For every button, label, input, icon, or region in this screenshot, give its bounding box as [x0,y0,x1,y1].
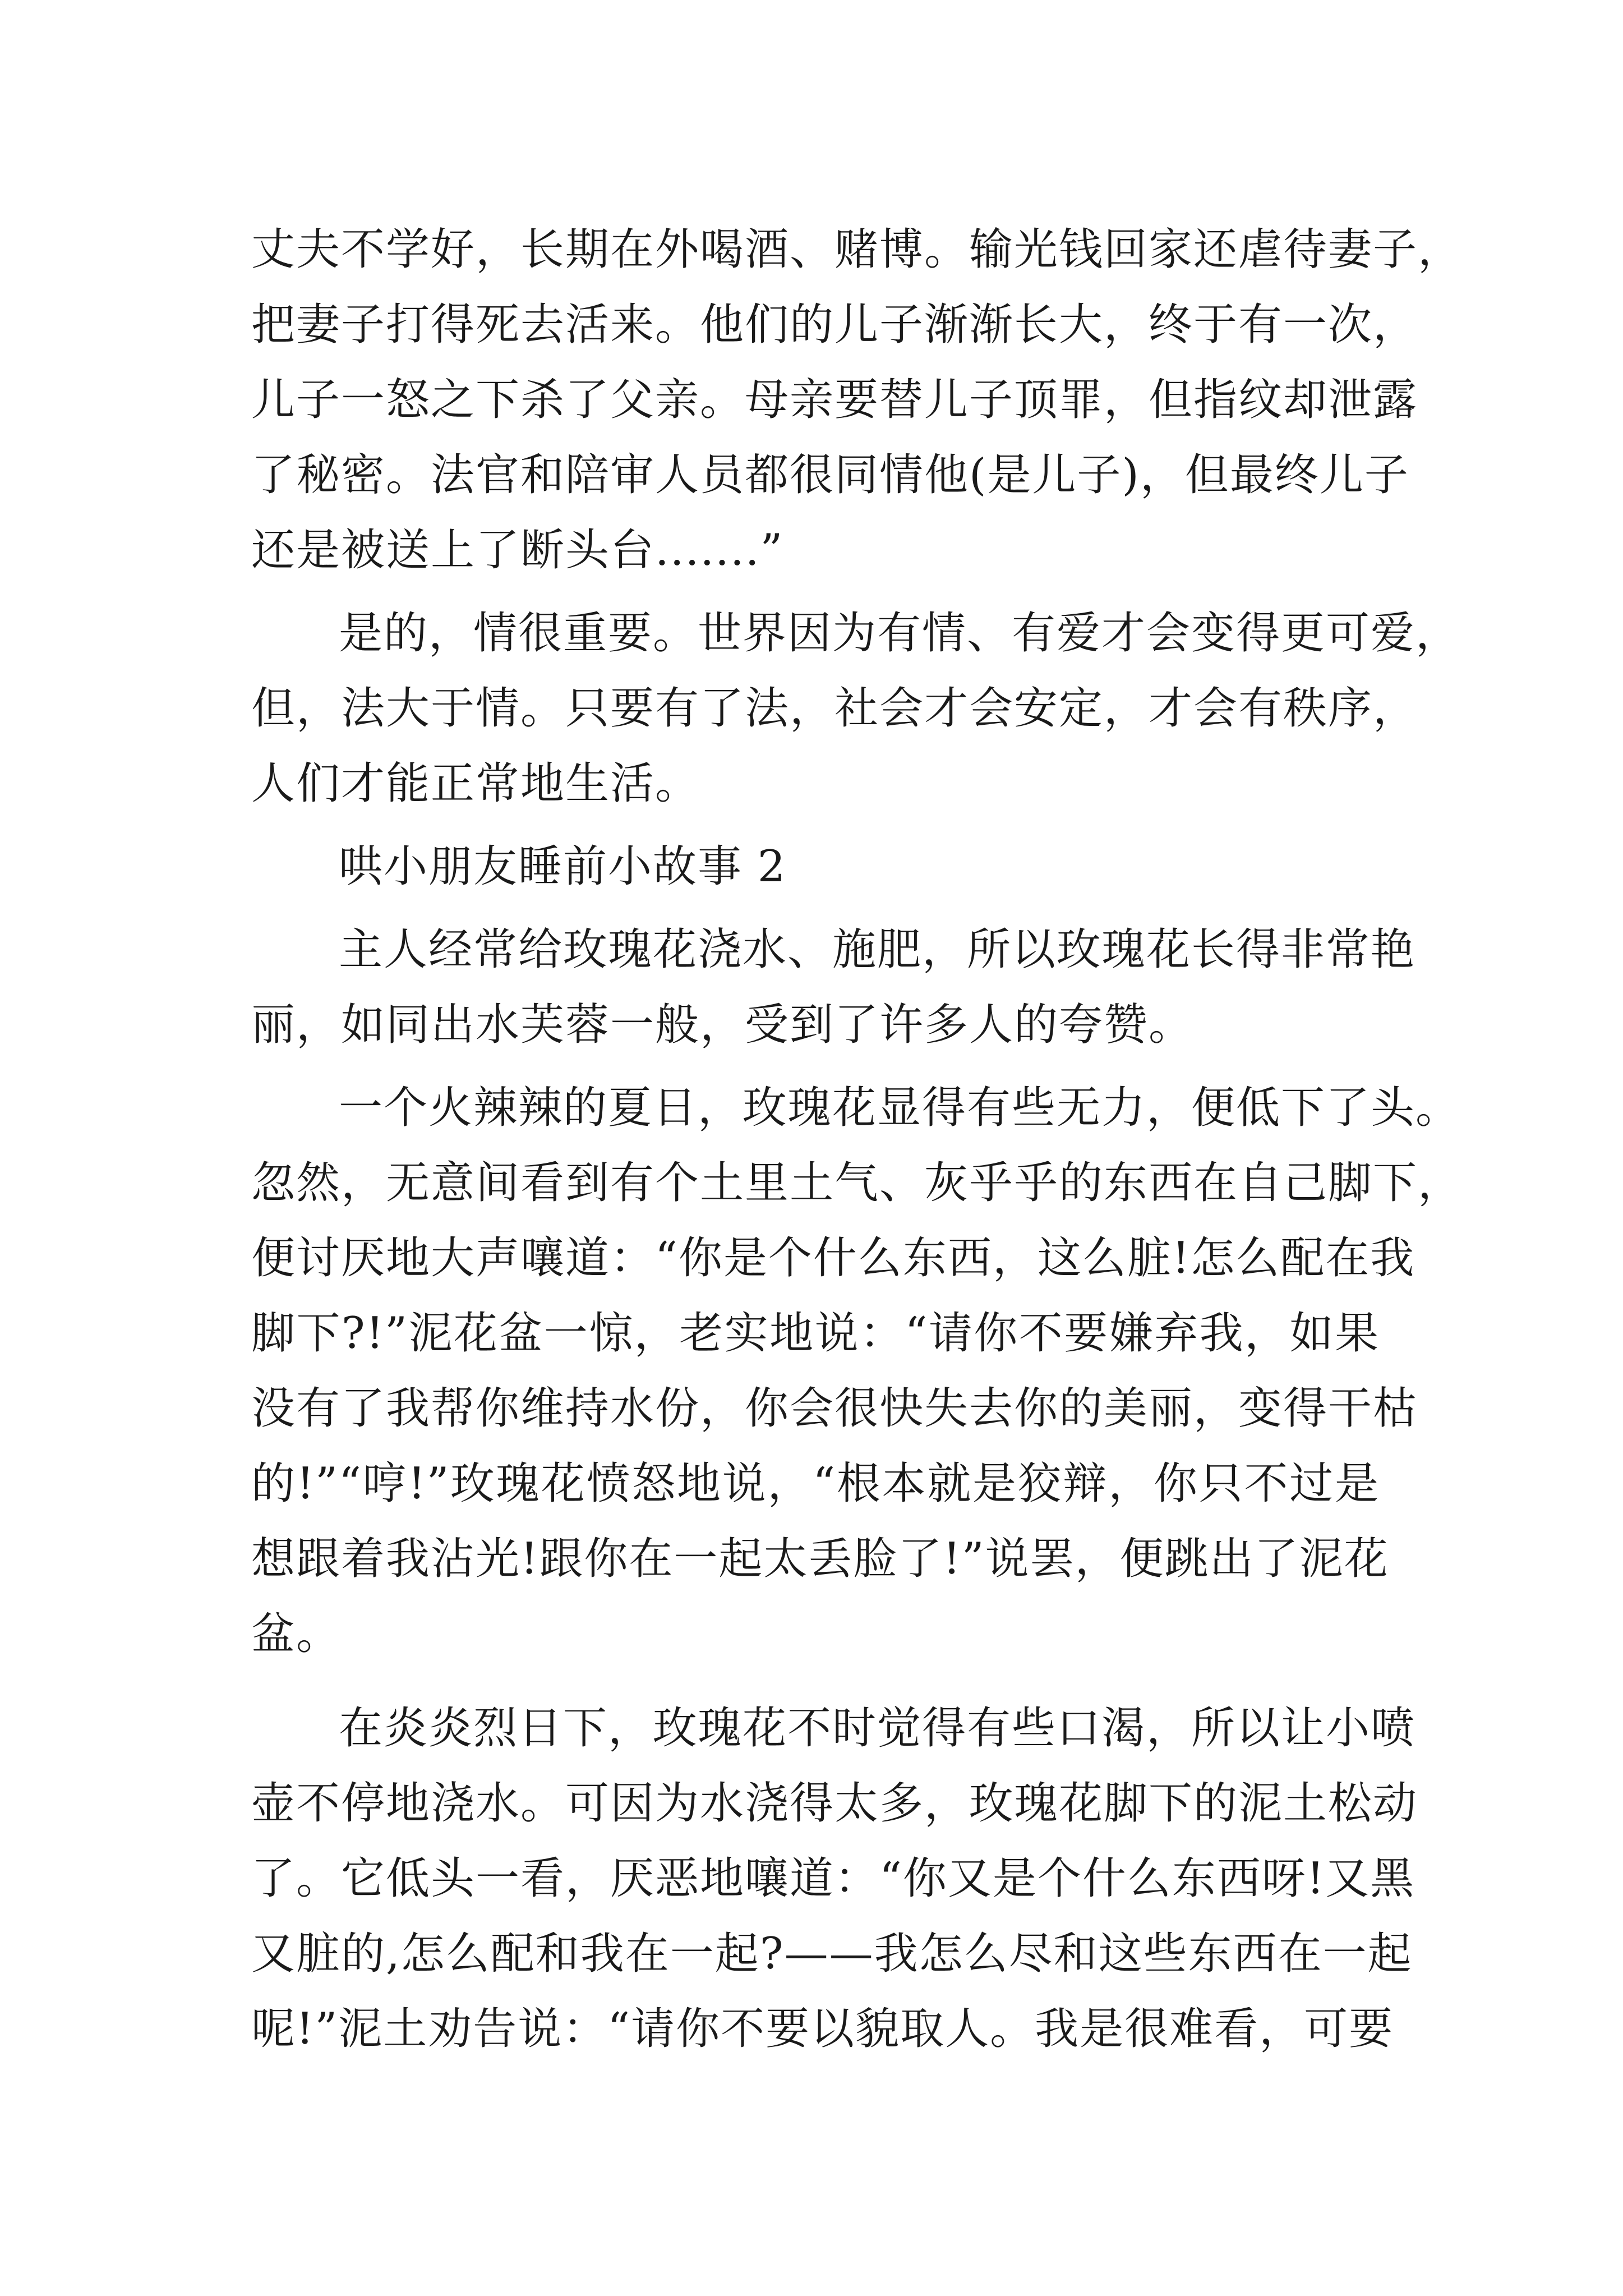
text-line: 便讨厌地大声嚷道：“你是个什么东西，这么脏!怎么配在我 [251,1233,1415,1283]
text-line: 没有了我帮你维持水份，你会很快失去你的美丽，变得干枯 [251,1383,1418,1434]
text-line: 想跟着我沾光!跟你在一起太丢脸了!”说罢，便跳出了泥花 [251,1534,1389,1584]
section-heading: 哄小朋友睡前小故事 2 [339,841,787,892]
text-line: 主人经常给玫瑰花浇水、施肥，所以玫瑰花长得非常艳 [339,924,1416,975]
text-line: 壶不停地浇水。可因为水浇得太多，玫瑰花脚下的泥土松动 [251,1778,1418,1829]
text-line: 又脏的,怎么配和我在一起?——我怎么尽和这些东西在一起 [251,1929,1413,1979]
text-line: 了秘密。法官和陪审人员都很同情他(是儿子)，但最终儿子 [251,450,1409,500]
text-line: 是的，情很重要。世界因为有情、有爱才会变得更可爱， [339,608,1461,659]
text-line: 盆。 [251,1609,342,1659]
text-line: 呢!”泥土劝告说：“请你不要以貌取人。我是很难看，可要 [251,2004,1394,2054]
text-line: 脚下?!”泥花盆一惊，老实地说：“请你不要嫌弃我，如果 [251,1308,1380,1359]
text-line: 忽然，无意间看到有个土里土气、灰乎乎的东西在自己脚下， [251,1158,1463,1208]
text-line: 丽，如同出水芙蓉一般，受到了许多人的夸赞。 [251,1000,1194,1050]
text-line: 的!”“哼!”玫瑰花愤怒地说，“根本就是狡辩，你只不过是 [251,1458,1380,1509]
text-line: 人们才能正常地生活。 [251,758,700,809]
text-line: 还是被送上了断头台.......” [251,525,784,576]
text-line: 但，法大于情。只要有了法，社会才会安定，才会有秩序， [251,683,1418,734]
text-line: 一个火辣辣的夏日，玫瑰花显得有些无力，便低下了头。 [339,1083,1461,1133]
text-line: 了。它低头一看，厌恶地嚷道：“你又是个什么东西呀!又黑 [251,1853,1415,1904]
text-line: 把妻子打得死去活来。他们的儿子渐渐长大，终于有一次， [251,300,1418,350]
text-line: 在炎炎烈日下，玫瑰花不时觉得有些口渴，所以让小喷 [339,1703,1416,1754]
text-line: 儿子一怒之下杀了父亲。母亲要替儿子顶罪，但指纹却泄露 [251,375,1418,425]
document-body [251,212,1463,2067]
text-line: 丈夫不学好，长期在外喝酒、赌博。输光钱回家还虐待妻子， [251,224,1463,275]
